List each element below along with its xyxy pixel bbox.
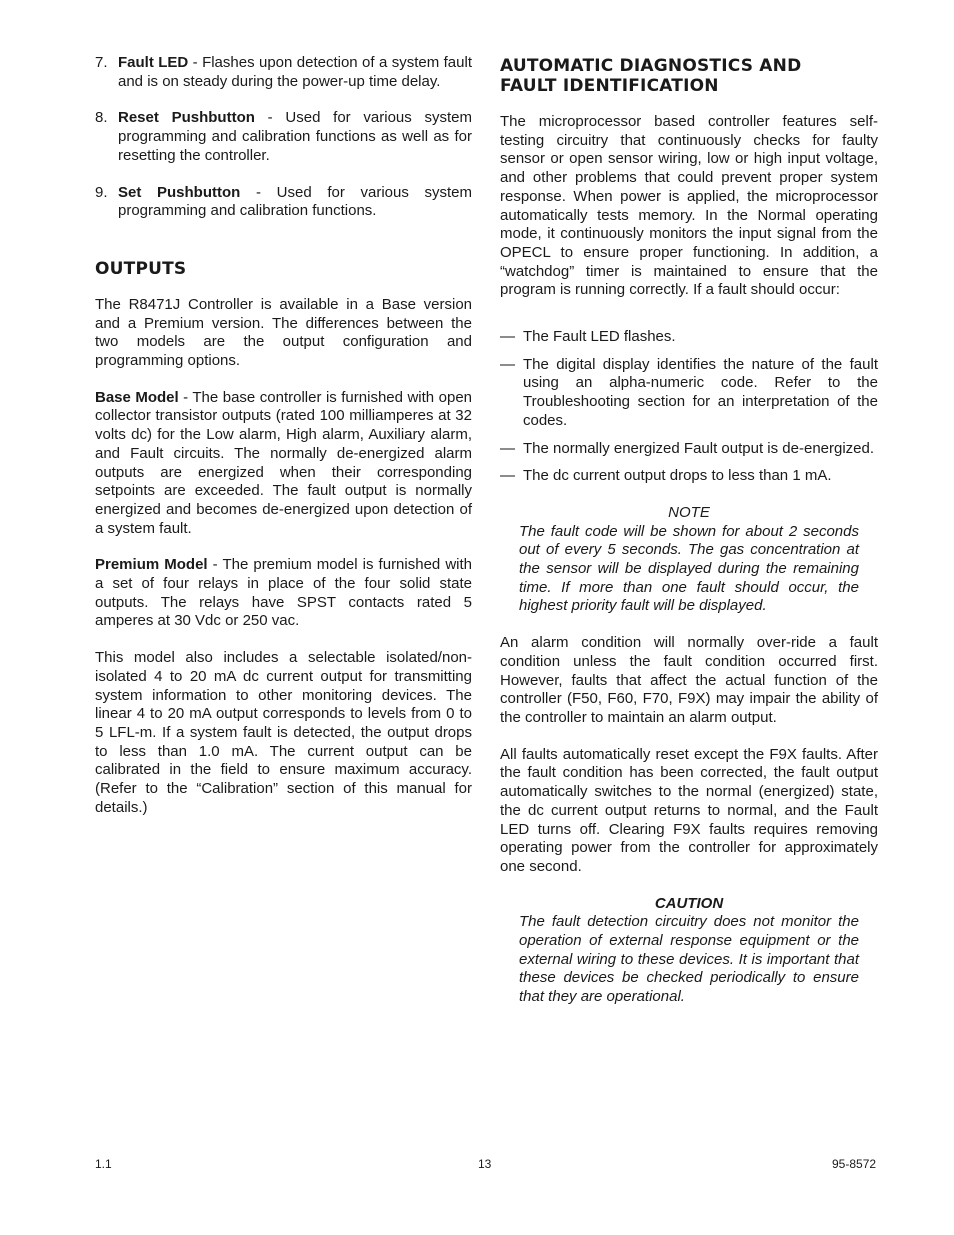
- base-model-title: Base Model: [95, 388, 179, 406]
- item-title: Reset Pushbutton: [118, 109, 255, 127]
- item-text: - Flashes upon detection of a system fault and is on steady during the power-up time delay.: [118, 54, 472, 90]
- caution-heading: CAUTION: [654, 894, 724, 912]
- note-heading: NOTE: [668, 503, 710, 521]
- right-column: [500, 56, 878, 1025]
- caution-text: The fault detection circuitry does not monitor the operation of external response equipment or the external wiring to these devices. It is important that these devices be checked periodically to ensure that they are operational.: [519, 913, 859, 1006]
- base-model-text: - The base controller is furnished with open collector transistor outputs (rated 100 milliamperes at 32 volts dc) for the Low alarm, High alarm, Auxiliary alarm, and Fault circuits. The normally de-energized alarm outputs are energized when their corresponding setpoints are exceeded. The fault output is normally energized and becomes de-energized upon detection of a system fault.: [95, 388, 472, 537]
- item-title: Fault LED: [118, 54, 189, 71]
- item-title: Set Pushbutton: [118, 183, 241, 201]
- premium-model-title: Premium Model: [95, 556, 208, 574]
- list-number: 9.: [95, 183, 108, 201]
- list-item-fault-led: [95, 54, 472, 91]
- outputs-intro: The R8471J Controller is available in a Base version and a Premium version. The differences between the two models are the output configuration and programming options.: [95, 295, 472, 370]
- item-text: - Used for various system programming and calibration functions as well as for resetting the controller.: [118, 109, 473, 164]
- bullet-item: [500, 440, 878, 459]
- bullet-text: The digital display identifies the nature of the fault using an alpha-numeric code. Refer to the Troubleshooting section for an interpretation of the codes.: [523, 355, 878, 429]
- note-box: [519, 504, 859, 616]
- diagnostics-heading: [500, 56, 878, 96]
- alarm-paragraph: An alarm condition will normally over-ride a fault condition unless the fault condition occurred first. However, faults that affect the actual function of the controller (F50, F60, F70, F9X) may impair the ability of the controller to maintain an alarm output.: [500, 634, 878, 726]
- left-column: [95, 54, 472, 818]
- model-paragraph: This model also includes a selectable isolated/non-isolated 4 to 20 mA dc current output for transmitting system information to other monitoring devices. The linear 4 to 20 mA output corresponds to levels from 0 to 5 LFL-m. If a system fault is detected, the output drops to less than 1.0 mA. The current output can be calibrated in the field to ensure maximum accuracy. (Refer to the “Calibration” section of this manual for details.): [95, 649, 472, 816]
- premium-model-paragraph: [95, 556, 472, 631]
- bullet-item: [500, 467, 878, 486]
- heading-line-1: AUTOMATIC DIAGNOSTICS AND: [500, 56, 802, 76]
- dash-glyph: —: [500, 439, 515, 457]
- list-item-reset-pushbutton: [95, 109, 472, 165]
- dash-glyph: —: [500, 355, 515, 373]
- diagnostics-intro: The microprocessor based controller features self-testing circuitry that continuously checks for faulty sensor or open sensor wiring, low or high input voltage, and other problems that could prevent proper system response. When power is applied, the microprocessor automatically tests memory. In the Normal operating mode, it continuously monitors the input signal from the OPECL to ensure proper functioning. In addition, a “watchdog” timer is maintained to ensure that the program is running correctly. If a fault should occur:: [500, 113, 878, 299]
- bullet-text: The normally energized Fault output is de-energized.: [523, 439, 875, 457]
- footer-page-number: 13: [478, 1157, 492, 1171]
- bullet-text: The dc current output drops to less than 1 mA.: [523, 467, 832, 485]
- dash-glyph: —: [500, 467, 515, 485]
- heading-line-2: FAULT IDENTIFICATION: [500, 76, 719, 96]
- reset-paragraph: All faults automatically reset except the F9X faults. After the fault condition has been corrected, the fault output automatically switches to the normal (energized) state, the dc current output returns to normal, and the Fault LED turns off. Clearing F9X faults requires removing operating power from the controller for approximately one second.: [500, 745, 878, 875]
- list-item-set-pushbutton: [95, 184, 472, 221]
- base-model-paragraph: [95, 389, 472, 539]
- item-text: - Used for various system programming and calibration functions.: [118, 183, 473, 220]
- list-number: 7.: [95, 54, 108, 71]
- caution-box: [519, 895, 859, 1007]
- premium-model-text: - The premium model is furnished with a set of four relays in place of the four solid state outputs. The relays have SPST contacts rated 5 amperes at 30 Vdc or 250 vac.: [95, 556, 472, 630]
- note-text: The fault code will be shown for about 2 seconds out of every 5 seconds. The gas concentration at the sensor will be displayed during the remaining time. If more than one fault should occur, the highest priority fault will be displayed.: [519, 522, 859, 615]
- bullet-item: [500, 328, 878, 347]
- footer-doc-number: 95-8572: [832, 1157, 877, 1171]
- list-number: 8.: [95, 109, 108, 127]
- dash-glyph: —: [500, 328, 515, 346]
- outputs-heading: OUTPUTS: [95, 258, 187, 279]
- bullet-item: [500, 356, 878, 431]
- bullet-text: The Fault LED flashes.: [523, 328, 676, 346]
- footer-revision: 1.1: [95, 1157, 112, 1171]
